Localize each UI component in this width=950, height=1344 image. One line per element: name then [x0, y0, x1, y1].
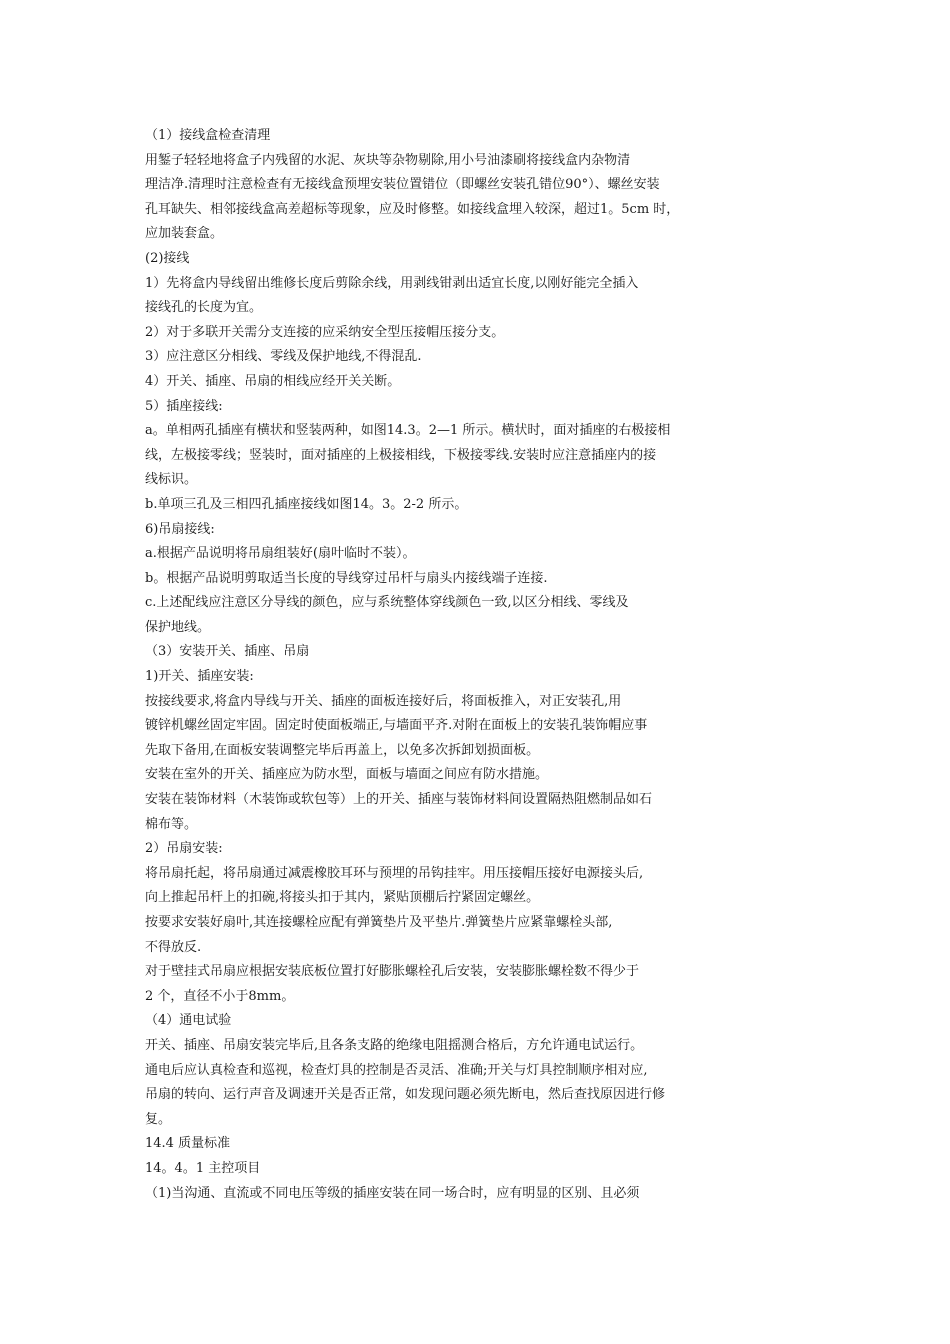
text-line: 按要求安装好扇叶,其连接螺栓应配有弹簧垫片及平垫片.弹簧垫片应紧靠螺栓头部, [145, 915, 613, 930]
text-line: 2）对于多联开关需分支连接的应采纳安全型压接帽压接分支。 [145, 324, 505, 340]
text-line: 安装在装饰材料（木装饰或软包等）上的开关、插座与装饰材料间设置隔热阻燃制品如石 [145, 792, 653, 808]
text-line: 保护地线。 [145, 619, 211, 635]
text-line: 将吊扇托起，将吊扇通过减震橡胶耳环与预埋的吊钩挂牢。用压接帽压接好电源接头后, [145, 865, 644, 881]
text-line: （4）通电试验 [145, 1013, 232, 1029]
text-line: 开关、插座、吊扇安装完毕后,且各条支路的绝缘电阻摇测合格后，方允许通电试运行。 [145, 1037, 644, 1053]
text-line: （3）安装开关、插座、吊扇 [145, 644, 310, 660]
text-line: 复。 [145, 1111, 172, 1127]
text-line: 1)开关、插座安装: [145, 669, 254, 685]
text-line: a.根据产品说明将吊扇组装好(扇叶临时不装）。 [145, 546, 416, 562]
text-line: 孔耳缺失、相邻接线盒高差超标等现象，应及时修整。如接线盒埋入较深，超过1。5cm 时， [145, 201, 680, 217]
text-line: (2)接线 [145, 250, 190, 266]
text-line: 安装在室外的开关、插座应为防水型，面板与墙面之间应有防水措施。 [145, 767, 549, 783]
text-line: 通电后应认真检查和巡视，检查灯具的控制是否灵活、准确;开关与灯具控制顺序相对应, [145, 1062, 648, 1078]
text-line: 线，左极接零线；竖装时，面对插座的上极接相线，下极接零线.安装时应注意插座内的接 [145, 447, 657, 463]
text-line: 2 个，直径不小于8mm。 [145, 988, 295, 1004]
text-line: 14.4 质量标准 [145, 1136, 231, 1152]
text-line: 不得放反. [145, 939, 202, 955]
text-line: 用錾子轻轻地将盒子内残留的水泥、灰块等杂物剔除,用小号油漆刷将接线盒内杂物清 [145, 152, 631, 168]
text-line: 6)吊扇接线: [145, 521, 215, 537]
text-line: 镀锌机螺丝固定牢固。固定时使面板端正,与墙面平齐.对附在面板上的安装孔装饰帽应事 [145, 718, 648, 734]
text-line: 吊扇的转向、运行声音及调速开关是否正常，如发现问题必须先断电，然后查找原因进行修 [145, 1087, 666, 1103]
text-line: 2）吊扇安装: [145, 841, 223, 857]
document-body [145, 124, 785, 1206]
text-line: b。根据产品说明剪取适当长度的导线穿过吊杆与扇头内接线端子连接. [145, 570, 548, 586]
text-line: 接线孔的长度为宜。 [145, 300, 263, 316]
text-line: 理洁净.清理时注意检查有无接线盒预埋安装位置错位（即螺丝安装孔错位90°）、螺丝安装 [145, 177, 660, 193]
text-line: （1)当沟通、直流或不同电压等级的插座安装在同一场合时，应有明显的区别、且必须 [145, 1185, 640, 1201]
text-line: 4）开关、插座、吊扇的相线应经开关关断。 [145, 373, 401, 389]
text-line: 1）先将盒内导线留出维修长度后剪除余线，用剥线钳剥出适宜长度,以刚好能完全插入 [145, 275, 639, 291]
text-line: 按接线要求,将盒内导线与开关、插座的面板连接好后，将面板推入，对正安装孔,用 [145, 693, 622, 709]
text-line: b.单项三孔及三相四孔插座接线如图14。3。2-2 所示。 [145, 496, 468, 512]
text-line: a。单相两孔插座有横状和竖装两种，如图14.3。2—1 所示。横状时，面对插座的右极接相 [145, 423, 671, 439]
text-line: 对于壁挂式吊扇应根据安装底板位置打好膨胀螺栓孔后安装，安装膨胀螺栓数不得少于 [145, 964, 640, 980]
text-line: 3）应注意区分相线、零线及保护地线,不得混乱. [145, 349, 422, 365]
text-line: （1）接线盒检查清理 [145, 128, 271, 143]
text-line: 5）插座接线: [145, 398, 223, 414]
text-line: 棉布等。 [145, 816, 198, 832]
text-line: 先取下备用,在面板安装调整完毕后再盖上，以免多次拆卸划损面板。 [145, 742, 540, 758]
text-line: 14。4。1 主控项目 [145, 1160, 261, 1176]
text-line: 线标识。 [145, 472, 198, 488]
text-line: 应加装套盒。 [145, 226, 224, 242]
text-line: 向上推起吊杆上的扣碗,将接头扣于其内，紧贴顶棚后拧紧固定螺丝。 [145, 890, 540, 906]
text-line: c.上述配线应注意区分导线的颜色，应与系统整体穿线颜色一致,以区分相线、零线及 [145, 595, 629, 611]
